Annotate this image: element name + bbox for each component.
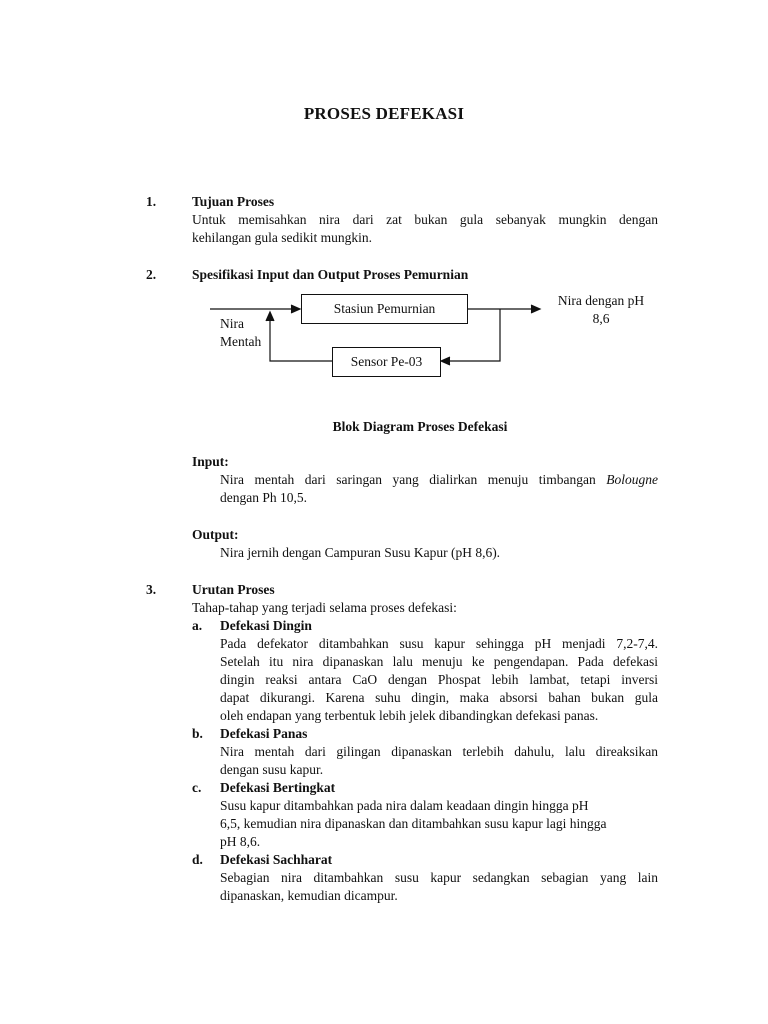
section-1-number: 1. — [146, 194, 157, 209]
input-arrowhead — [291, 305, 300, 313]
output-text: Nira jernih dengan Campuran Susu Kapur (pH 8,6). — [220, 545, 501, 560]
section-3-intro: Tahap-tahap yang terjadi selama proses defekasi: — [192, 600, 457, 615]
section-3-heading: Urutan Proses — [192, 582, 275, 597]
step-a-line: Setelah itu nira dipanaskan lalu menuju ke pengendapan. Pada defekasi — [220, 654, 658, 669]
step-b-line: Nira mentah dari gilingan dipanaskan terlebih dahulu, lalu direaksikan — [220, 744, 658, 759]
input-label-line: Nira — [220, 316, 244, 331]
step-a-line: dapat dikurangi. Karena suhu dingin, maka absorsi bahan bukan gula — [220, 690, 658, 705]
input-line: dengan Ph 10,5. — [220, 490, 307, 505]
step-d-heading: Defekasi Sachharat — [220, 852, 333, 867]
step-a-letter: a. — [192, 618, 203, 633]
input-body — [220, 471, 658, 507]
step-c-line: pH 8,6. — [220, 834, 261, 849]
output-arrowhead — [531, 305, 540, 313]
input-text: Nira mentah dari saringan yang dialirkan menuju timbangan — [220, 472, 607, 487]
step-c-heading: Defekasi Bertingkat — [220, 780, 336, 795]
input-line — [220, 471, 658, 489]
step-d-line: Sebagian nira ditambahkan susu kapur sedangkan sebagian yang lain — [220, 870, 658, 885]
section-1-heading: Tujuan Proses — [192, 194, 275, 209]
step-b-letter: b. — [192, 726, 203, 741]
step-a-line: dingin reaksi antara CaO dengan Phospat lebih lambat, tetapi inversi — [220, 672, 658, 687]
bolougne-text: Bolougne — [606, 472, 658, 487]
output-label-line: Nira dengan pH — [557, 293, 645, 308]
page-title: PROSES DEFEKASI — [303, 104, 465, 123]
output-label — [543, 292, 659, 328]
section-2-heading: Spesifikasi Input dan Output Proses Pemurnian — [192, 267, 469, 282]
block-diagram-lines — [0, 0, 768, 400]
input-label-line: Mentah — [220, 334, 262, 349]
step-a-line: oleh endapan yang terbentuk lebih jelek dibandingkan defekasi panas. — [220, 708, 599, 723]
step-d-line: dipanaskan, kemudian dicampur. — [220, 888, 398, 903]
section-2-number: 2. — [146, 267, 157, 282]
step-a-body — [220, 635, 658, 725]
step-d-letter: d. — [192, 852, 203, 867]
diagram-caption: Blok Diagram Proses Defekasi — [332, 419, 508, 434]
feedback-arrowhead-input — [266, 312, 274, 321]
sensor-box: Sensor Pe-03 — [332, 347, 441, 377]
stasiun-pemurnian-box: Stasiun Pemurnian — [301, 294, 468, 324]
section-1-line: Untuk memisahkan nira dari zat bukan gula sebanyak mungkin dengan — [192, 212, 658, 227]
feedback-arrowhead-sensor — [441, 357, 450, 365]
step-b-heading: Defekasi Panas — [220, 726, 308, 741]
step-c-line: Susu kapur ditambahkan pada nira dalam keadaan dingin hingga pH — [220, 798, 589, 813]
section-1-line: kehilangan gula sedikit mungkin. — [192, 230, 372, 245]
step-a-heading: Defekasi Dingin — [220, 618, 312, 633]
section-3-number: 3. — [146, 582, 157, 597]
output-heading: Output: — [192, 527, 239, 542]
step-a-line: Pada defekator ditambahkan susu kapur sehingga pH menjadi 7,2-7,4. — [220, 636, 658, 651]
step-c-line: 6,5, kemudian nira dipanaskan dan ditambahkan susu kapur lagi hingga — [220, 816, 607, 831]
input-heading: Input: — [192, 454, 229, 469]
step-c-body — [220, 797, 658, 851]
input-label — [220, 315, 261, 351]
step-b-body — [220, 743, 658, 779]
step-c-letter: c. — [192, 780, 202, 795]
step-d-body — [220, 869, 658, 905]
step-b-line: dengan susu kapur. — [220, 762, 324, 777]
output-label-line: 8,6 — [592, 311, 610, 326]
